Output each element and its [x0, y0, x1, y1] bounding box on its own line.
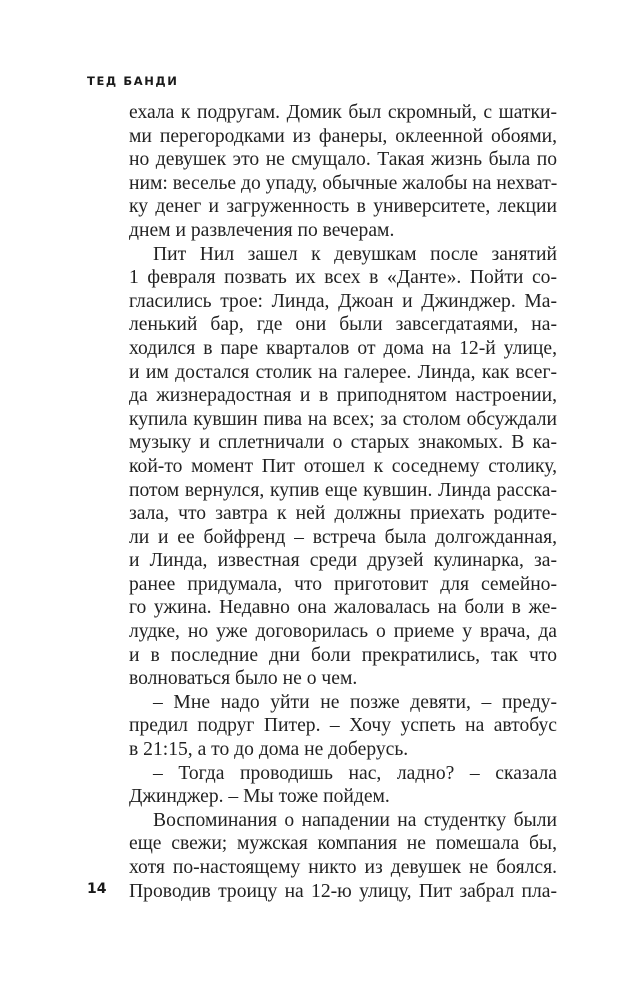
- text-line: хотя по-настоящему никто из девушек не боялся.: [129, 857, 557, 878]
- paragraph: [129, 809, 557, 903]
- text-line: потом вернулся, купив еще кувшин. Линда расска-: [129, 479, 557, 501]
- text-line: днем и развлечения по вечерам.: [129, 219, 395, 241]
- text-line: Воспоминания о нападении на студентку были: [153, 809, 557, 831]
- text-line: Проводив троицу на 12-ю улицу, Пит забрал пла-: [129, 880, 557, 902]
- text-line: го ужина. Недавно она жаловалась на боли в же-: [129, 597, 557, 619]
- text-line: 1 февраля позвать их всех в «Данте». Пойти со-: [129, 267, 557, 289]
- page-number: 14: [87, 881, 107, 897]
- text-line: ку денег и загруженность в университете, лекции: [129, 196, 557, 218]
- text-line: и в последние дни боли прекратились, так что: [129, 644, 557, 666]
- text-line: лудке, но уже договорилась о приеме у врача, да: [129, 621, 557, 643]
- paragraph: [129, 243, 557, 691]
- text-line: ли и ее бойфренд – встреча была долгожданная,: [129, 526, 557, 548]
- text-line: кой-то момент Пит отошел к соседнему столику,: [129, 455, 557, 477]
- text-line: предил подруг Питер. – Хочу успеть на автобус: [129, 715, 557, 737]
- text-line: ленький бар, где они были завсегдатаями, на-: [129, 314, 557, 336]
- text-line: ранее придумала, что приготовит для семейно-: [129, 573, 557, 595]
- text-line: гласились трое: Линда, Джоан и Джинджер. Ма-: [129, 290, 557, 312]
- text-line: и им достался столик на галерее. Линда, как всег-: [129, 361, 557, 383]
- text-line: – Мне надо уйти не позже девяти, – преду-: [153, 691, 557, 713]
- text-line: но девушек это не смущало. Такая жизнь была по: [129, 149, 557, 171]
- body-text: [129, 101, 557, 903]
- text-line: ми перегородками из фанеры, оклеенной обоями,: [129, 125, 557, 147]
- text-line: ходился в паре кварталов от дома на 12-й улице,: [129, 337, 557, 359]
- text-line: ехала к подругам. Домик был скромный, с шатки-: [129, 102, 557, 123]
- paragraph: [129, 762, 557, 809]
- text-line: купила кувшин пива на всех; за столом обсуждали: [129, 408, 557, 430]
- text-line: еще свежи; мужская компания не помешала бы,: [129, 833, 557, 855]
- paragraph: [129, 691, 557, 762]
- text-line: Пит Нил зашел к девушкам после занятий: [153, 243, 557, 265]
- text-line: ним: веселье до упаду, обычные жалобы на нехват-: [129, 172, 558, 194]
- text-line: и Линда, известная среди друзей кулинарка, за-: [129, 550, 557, 572]
- text-line: да жизнерадостная и в приподнятом настроении,: [129, 385, 557, 407]
- paragraph: [129, 101, 557, 243]
- text-line: в 21:15, а то до дома не доберусь.: [129, 739, 409, 761]
- text-line: Джинджер. – Мы тоже пойдем.: [129, 786, 390, 808]
- text-line: – Тогда проводишь нас, ладно? – сказала: [153, 762, 557, 784]
- running-head: ТЕД БАНДИ: [87, 74, 179, 88]
- text-line: зала, что завтра к ней должны приехать родите-: [129, 503, 557, 525]
- text-line: музыку и сплетничали о старых знакомых. В ка-: [129, 432, 557, 454]
- text-line: волноваться было не о чем.: [129, 668, 358, 690]
